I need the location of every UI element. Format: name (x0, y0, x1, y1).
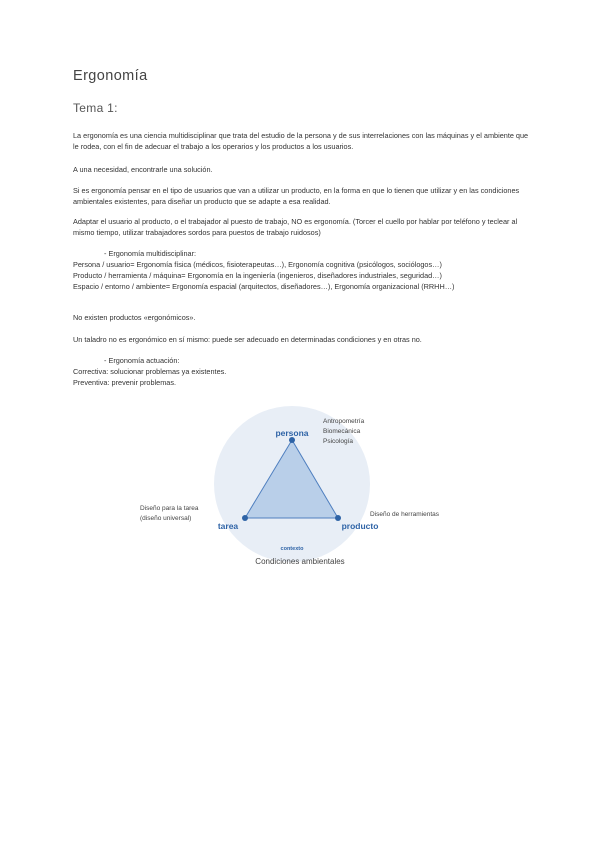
actuacion-heading (73, 355, 533, 366)
actuacion-line-correctiva: Correctiva: solucionar problemas ya existentes. (73, 367, 227, 376)
bottom-label-condiciones: Condiciones ambientales (255, 557, 345, 566)
actuacion-heading-text: - Ergonomía actuación: (104, 356, 180, 365)
section-subtitle: Tema 1: (73, 101, 118, 115)
multidisciplinar-heading-text: - Ergonomía multidisciplinar: (104, 249, 197, 258)
ergonomics-triangle-diagram (130, 398, 470, 578)
multidisciplinar-line-espacio: Espacio / entorno / ambiente= Ergonomía espacial (arquitectos, diseñadores…), Ergonomía organizacional (RRHH…) (73, 282, 455, 291)
annotation-psicologia: Psicología (323, 438, 353, 445)
multidisciplinar-line-persona: Persona / usuario= Ergonomía física (médicos, fisioterapeutas…), Ergonomía cognitiva (psicólogos, sociólogos…) (73, 260, 442, 269)
paragraph-definition: La ergonomía es una ciencia multidisciplinar que trata del estudio de la persona y de sus interrelaciones con las máquinas y el ambiente que le rodea, con el fin de adecuar el trabajo a los operarios y los productos a los usuarios. (73, 131, 529, 151)
annotation-diseno-universal: (diseño universal) (140, 515, 192, 522)
center-label-contexto: contexto (280, 546, 304, 552)
actuacion-line-preventiva: Preventiva: prevenir problemas. (73, 378, 177, 387)
paragraph-is-ergonomics: Si es ergonomía pensar en el tipo de usuarios que van a utilizar un producto, en la forma en que lo tienen que utilizar y en las condiciones ambientales existentes, para diseñar un producto que se adapte a esa realidad. (73, 186, 520, 206)
annotation-diseno-tarea: Diseño para la tarea (140, 505, 199, 512)
paragraph-not-ergonomics: Adaptar el usuario al producto, o el trabajador al puesto de trabajo, NO es ergonomía. (Torcer el cuello por hablar por teléfono y teclear al mismo tiempo, utilizar trabajadores sordos para puestos de trabajo ruidosos) (73, 217, 518, 237)
note-no-ergonomic-products: No existen productos «ergonómicos». (73, 313, 196, 322)
paragraph-need: A una necesidad, encontrarle una solución. (73, 165, 213, 174)
annotation-biomecanica: Biomecánica (323, 428, 361, 435)
vertex-label-persona: persona (275, 428, 309, 438)
page-title: Ergonomía (73, 68, 148, 84)
producto-node (335, 515, 341, 521)
tarea-node (242, 515, 248, 521)
multidisciplinar-line-producto: Producto / herramienta / máquina= Ergonomía en la ingeniería (ingenieros, diseñadores industriales, seguridad…) (73, 271, 442, 280)
vertex-label-producto: producto (341, 521, 379, 531)
annotation-diseno-herramientas: Diseño de herramientas (370, 511, 440, 518)
multidisciplinar-heading (73, 248, 533, 259)
note-drill-example: Un taladro no es ergonómico en sí mismo: puede ser adecuado en determinadas condiciones y en otras no. (73, 335, 422, 344)
vertex-label-tarea: tarea (217, 521, 239, 531)
annotation-antropometria: Antropometría (323, 418, 365, 425)
